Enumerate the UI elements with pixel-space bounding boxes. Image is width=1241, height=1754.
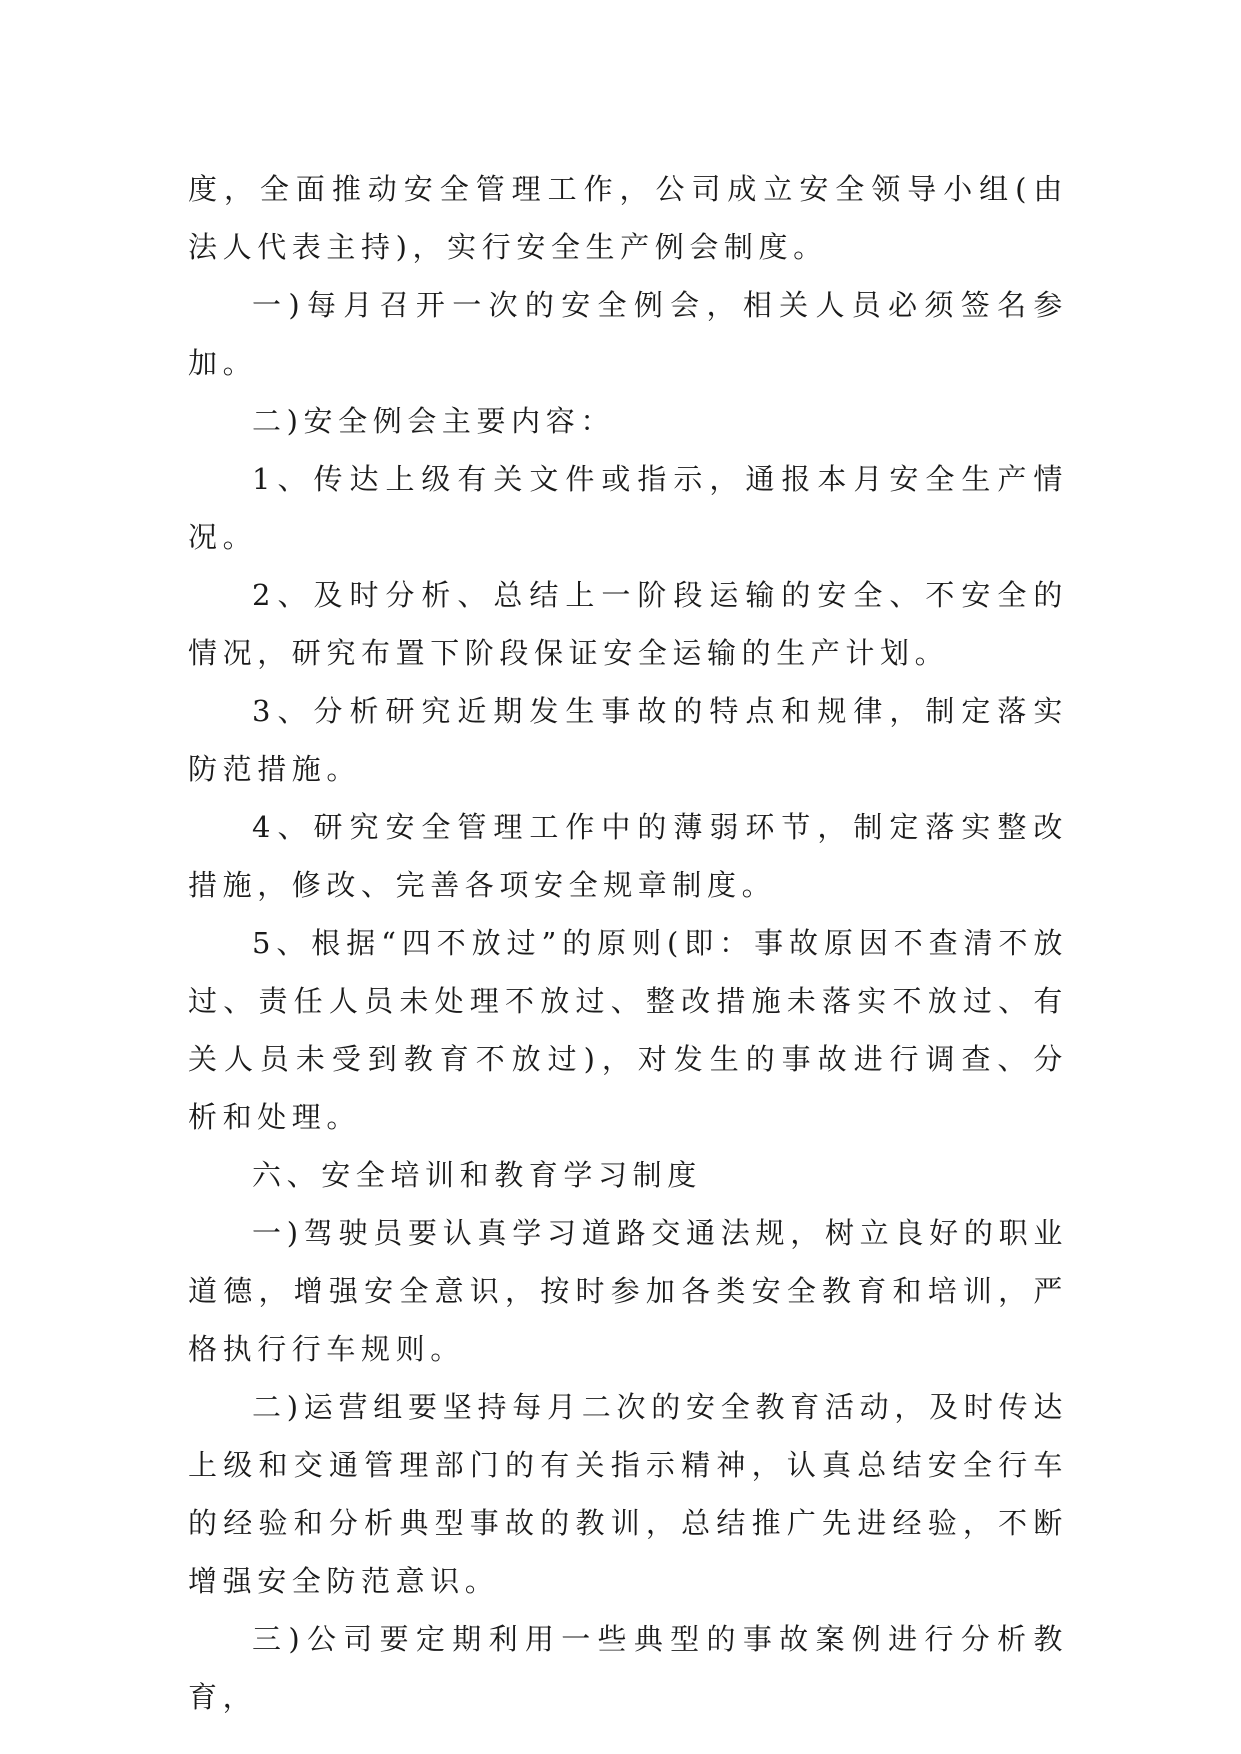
paragraph-item-1: 1、传达上级有关文件或指示，通报本月安全生产情况。	[188, 462, 1068, 554]
paragraph-training-2: 二)运营组要坚持每月二次的安全教育活动，及时传达上级和交通管理部门的有关指示精神，认真总结安全行车的经验和分析典型事故的教训，总结推广先进经验，不断增强安全防范意识。	[188, 1390, 1068, 1598]
document-page	[188, 160, 1068, 1726]
paragraph-continuation: 度，全面推动安全管理工作，公司成立安全领导小组(由法人代表主持)，实行安全生产例会制度。	[188, 172, 1068, 264]
section-heading-training: 六、安全培训和教育学习制度	[252, 1158, 702, 1192]
paragraph-item-4: 4、研究安全管理工作中的薄弱环节，制定落实整改措施，修改、完善各项安全规章制度。	[188, 810, 1068, 902]
paragraph-training-3: 三)公司要定期利用一些典型的事故案例进行分析教育，	[188, 1622, 1068, 1714]
paragraph-item-3: 3、分析研究近期发生事故的特点和规律，制定落实防范措施。	[188, 694, 1068, 786]
paragraph-meeting-content-heading: 二)安全例会主要内容：	[252, 404, 615, 438]
paragraph-item-5: 5、根据“四不放过”的原则(即：事故原因不查清不放过、责任人员未处理不放过、整改措施未落实不放过、有关人员未受到教育不放过)，对发生的事故进行调查、分析和处理。	[188, 926, 1068, 1134]
paragraph-monthly-meeting: 一)每月召开一次的安全例会，相关人员必须签名参加。	[188, 288, 1068, 380]
paragraph-item-2: 2、及时分析、总结上一阶段运输的安全、不安全的情况，研究布置下阶段保证安全运输的生产计划。	[188, 578, 1068, 670]
paragraph-training-1: 一)驾驶员要认真学习道路交通法规，树立良好的职业道德，增强安全意识，按时参加各类安全教育和培训，严格执行行车规则。	[188, 1216, 1068, 1366]
